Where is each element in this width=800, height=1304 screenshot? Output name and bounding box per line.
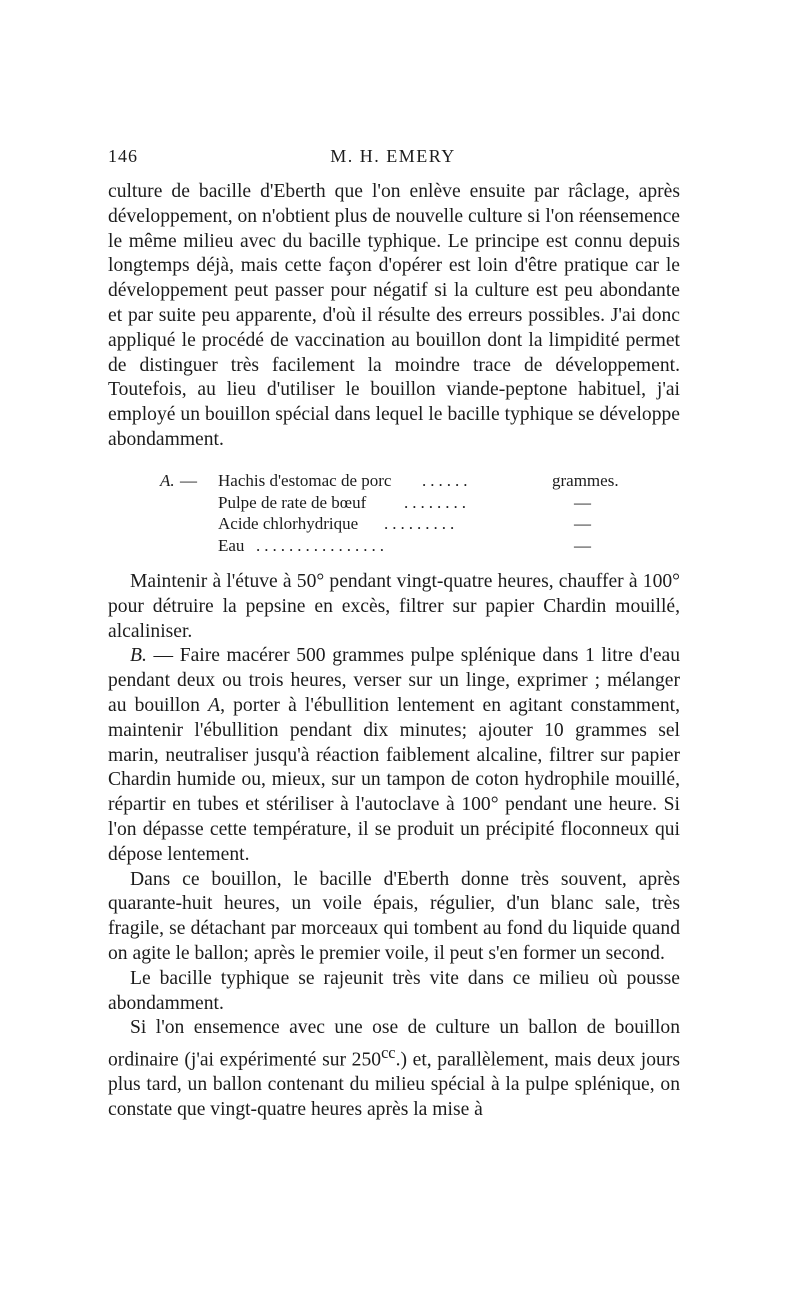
recipe-row [160, 492, 640, 514]
paragraph-maintenir: Maintenir à l'étuve à 50° pendant vingt-quatre heures, chauffer à 100° pour détruire la pepsine en excès, filtrer sur papier Chardin mouillé, alcaliniser. [108, 571, 680, 642]
running-head-author: M. H. EMERY [330, 146, 456, 166]
recipe-leader-dots: ................ [256, 535, 388, 555]
intro-paragraph-block [108, 180, 680, 453]
recipe-ingredient: Acide chlorhydrique [218, 514, 359, 534]
paragraph-b-text-1: Faire macérer 500 grammes pulpe splénique dans 1 litre d'eau pendant deux ou trois heures, verser sur un linge, exprimer ; mélanger au bouillon [108, 645, 681, 716]
paragraph-si-text-1: Si l'on ensemence avec une ose de culture un ballon de bouillon ordinaire (j'ai expérimenté sur 250 [108, 1017, 680, 1071]
recipe-unit: grammes. [552, 471, 619, 490]
recipe-ingredient: Eau [218, 535, 245, 555]
main-text-block [108, 570, 680, 1123]
recipe-a [160, 470, 640, 556]
recipe-leader-dots: ........ [404, 492, 470, 512]
recipe-row [160, 535, 640, 557]
recipe-ditto-mark: — [574, 492, 591, 512]
recipe-ingredient: Hachis d'estomac de porc [218, 471, 392, 490]
paragraph-b [108, 644, 680, 867]
recipe-ingredient: Pulpe de rate de bœuf [218, 492, 367, 512]
recipe-leader-dots: ...... [422, 471, 472, 490]
recipe-label: A. [160, 471, 175, 490]
recipe-row [160, 470, 640, 492]
recipe-ditto-mark: — [574, 535, 591, 555]
paragraph-b-bouillon-ref: A [208, 694, 221, 716]
recipe-leader-dots: ......... [384, 514, 459, 534]
paragraph-dans: Dans ce bouillon, le bacille d'Eberth donne très souvent, après quarante-huit heures, un voile épais, régulier, d'un blanc sale, très fragile, se détachant par morceaux qui tombent au fond du liquide quand on agite le ballon; après le premier voile, il peut s'en former un second. [108, 868, 680, 964]
paragraph-si-superscript: cc [381, 1043, 396, 1063]
running-head [108, 146, 678, 170]
recipe-dash: — [180, 471, 197, 490]
paragraph-si-text-2: .) et, parallèlement, mais deux jours plus tard, un ballon contenant du milieu spécial à la pulpe splénique, on constate que vingt-quatre heures après la mise à [108, 1049, 680, 1121]
paragraph-si [108, 1016, 680, 1123]
paragraph-b-label: B. [130, 645, 147, 667]
paragraph-b-dash: — [153, 645, 174, 667]
intro-paragraph: culture de bacille d'Eberth que l'on enlève ensuite par râclage, après développement, on n'obtient plus de nouvelle culture si l'on réensemence le même milieu avec du bacille typhique. Le principe est connu depuis longtemps déjà, mais cette façon d'opérer est loin d'être pratique car le développement peut passer pour négatif si la culture est peu abondante et par suite peu apparente, d'où il résulte des erreurs possibles. J'ai donc appliqué le procédé de vaccination au bouillon dont la limpidité permet de distinguer très facilement la moindre trace de développement. Toutefois, au lieu d'utiliser le bouillon viande-peptone habituel, j'ai employé un bouillon spécial dans lequel le bacille typhique se développe abondamment. [108, 181, 680, 450]
paragraph-b-text-2: , porter à l'ébullition lentement en agitant constamment, maintenir l'ébullition pendant dix minutes; ajouter 10 grammes sel marin, neutraliser jusqu'à réaction faiblement alcaline, filtrer sur papier Chardin humide ou, mieux, sur un tampon de coton hydrophile mouillé, répartir en tubes et stériliser à l'autoclave à 100° pendant une heure. Si l'on dépasse cette température, il se produit un précipité floconneux qui dépose lentement. [108, 694, 681, 865]
recipe-row [160, 513, 640, 535]
page-number: 146 [108, 146, 138, 166]
paragraph-rajeunit: Le bacille typhique se rajeunit très vite dans ce milieu où pousse abondamment. [108, 967, 680, 1014]
recipe-ditto-mark: — [574, 514, 591, 534]
